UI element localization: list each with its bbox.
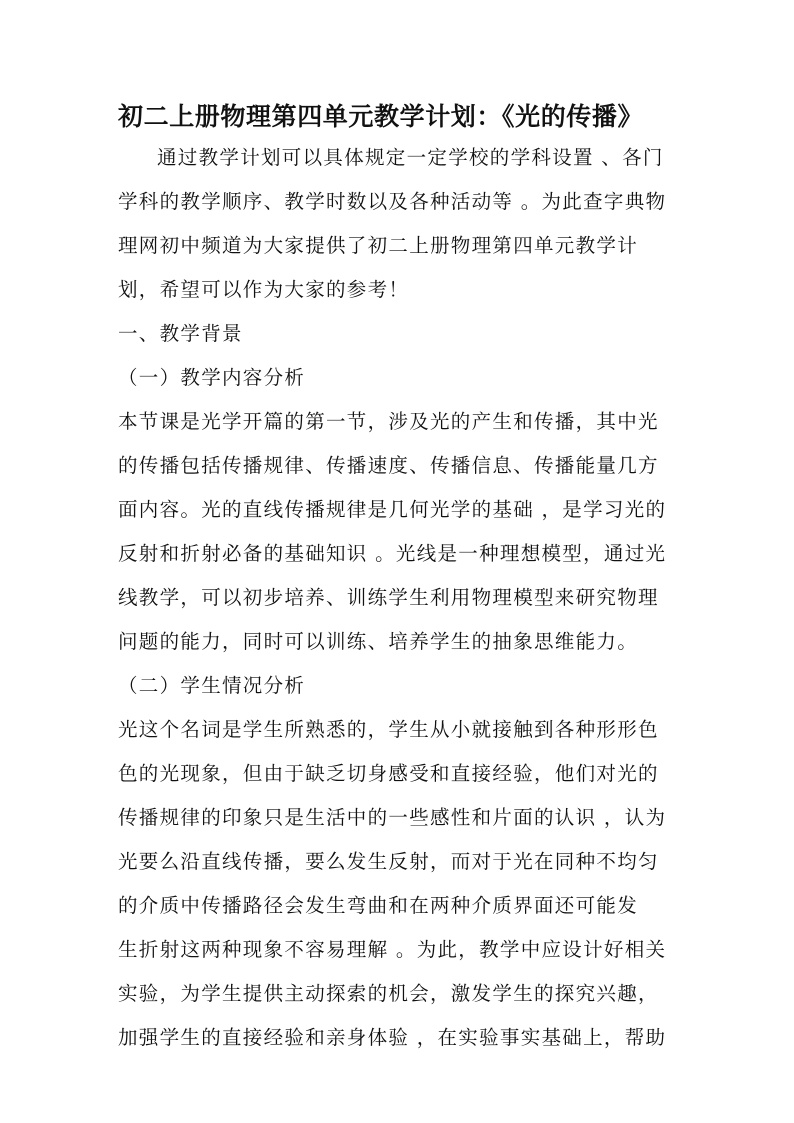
paragraph-line: 本节课是光学开篇的第一节，涉及光的产生和传播，其中光 (118, 410, 659, 433)
paragraph-line: 面内容。光的直线传播规律是几何光学的基础 ，是学习光的 (118, 498, 667, 521)
paragraph-line: 光要么沿直线传播，要么发生反射，而对于光在同种不均匀 (118, 850, 659, 873)
paragraph-line: 理网初中频道为大家提供了初二上册物理第四单元教学计 (118, 234, 639, 257)
paragraph-line: 通过教学计划可以具体规定一定学校的学科设置 、各门 (157, 146, 664, 169)
paragraph-line: 色的光现象，但由于缺乏切身感受和直接经验，他们对光的 (118, 762, 659, 785)
subsection-heading: （二）学生情况分析 (118, 674, 306, 697)
paragraph-line: 线教学，可以初步培养、训练学生利用物理模型来研究物理 (118, 586, 659, 609)
paragraph-line: 的介质中传播路径会发生弯曲和在两种介质界面还可能发 (118, 894, 639, 917)
document-title: 初二上册物理第四单元教学计划：《光的传播》 (118, 102, 644, 131)
paragraph-line: 划，希望可以作为大家的参考！ (118, 278, 410, 301)
paragraph-line: 生折射这两种现象不容易理解 。为此，教学中应设计好相关 (118, 938, 667, 961)
paragraph-line: 实验，为学生提供主动探索的机会，激发学生的探究兴趣， (118, 982, 659, 1005)
subsection-heading: （一）教学内容分析 (118, 366, 306, 389)
paragraph-line: 光这个名词是学生所熟悉的，学生从小就接触到各种形形色 (118, 718, 659, 741)
paragraph-line: 加强学生的直接经验和亲身体验 ，在实验事实基础上，帮助 (118, 1026, 667, 1049)
paragraph-line: 传播规律的印象只是生活中的一些感性和片面的认识 ，认为 (118, 806, 667, 829)
paragraph-line: 学科的教学顺序、教学时数以及各种活动等 。为此查字典物 (118, 190, 667, 213)
paragraph-line: 问题的能力，同时可以训练、培养学生的抽象思维能力。 (118, 630, 639, 653)
paragraph-line: 反射和折射必备的基础知识 。光线是一种理想模型，通过光 (118, 542, 667, 565)
paragraph-line: 的传播包括传播规律、传播速度、传播信息、传播能量几方 (118, 454, 659, 477)
section-heading: 一、教学背景 (118, 322, 243, 345)
